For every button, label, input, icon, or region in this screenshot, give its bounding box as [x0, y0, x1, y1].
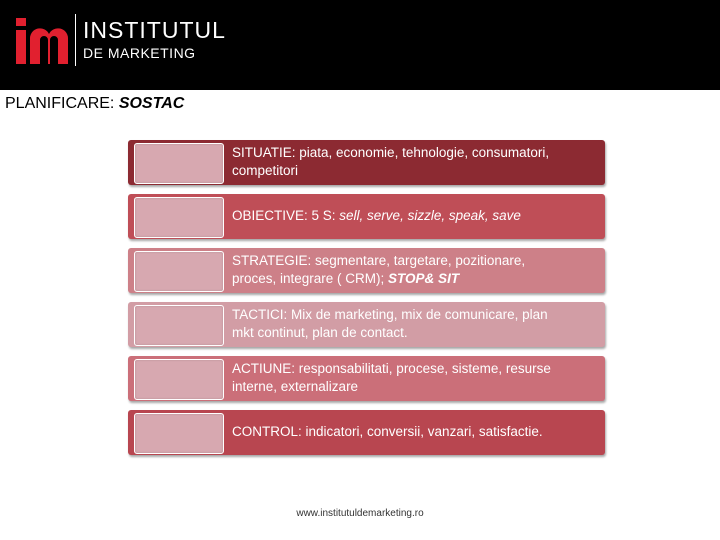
- sostac-row-actiune: [128, 356, 605, 401]
- row-text-line1: ACTIUNE: responsabilitati, procese, sisteme, resurse: [232, 361, 551, 376]
- row-marker-box: [134, 251, 224, 292]
- row-text-line2: interne, externalizare: [232, 379, 359, 394]
- row-text-line2: competitori: [232, 163, 299, 178]
- row-marker-box: [134, 359, 224, 400]
- slide-title: [5, 95, 184, 113]
- slide-title-prefix: PLANIFICARE:: [5, 95, 119, 112]
- row-text: [232, 207, 602, 225]
- sostac-row-strategie: [128, 248, 605, 293]
- row-marker-box: [134, 413, 224, 454]
- header-bar: [0, 0, 720, 90]
- sostac-row-tactici: [128, 302, 605, 347]
- row-text: [232, 252, 602, 288]
- row-text-line1: SITUATIE: piata, economie, tehnologie, consumatori,: [232, 145, 550, 160]
- row-marker-box: [134, 143, 224, 184]
- row-text-line2: mkt continut, plan de contact.: [232, 325, 408, 340]
- row-text-line1: CONTROL: indicatori, conversii, vanzari, satisfactie.: [232, 424, 543, 439]
- row-text-line1: TACTICI: Mix de marketing, mix de comunicare, plan: [232, 307, 548, 322]
- row-text-line1: STRATEGIE: segmentare, targetare, pozitionare,: [232, 253, 526, 268]
- row-text: [232, 360, 602, 396]
- row-text-italic: sell, serve, sizzle, speak, save: [339, 208, 521, 223]
- logo-text-line1: INSTITUTUL: [83, 17, 226, 43]
- row-text-line2: proces, integrare ( CRM);: [232, 271, 389, 286]
- row-text: [232, 144, 602, 180]
- row-text: [232, 306, 602, 342]
- logo-divider: [75, 14, 76, 66]
- row-text-emphasis: STOP& SIT: [388, 271, 460, 286]
- sostac-row-control: [128, 410, 605, 455]
- logo-text-line2: DE MARKETING: [83, 45, 196, 61]
- row-text: [232, 423, 602, 441]
- sostac-row-situatie: [128, 140, 605, 185]
- row-marker-box: [134, 197, 224, 238]
- sostac-row-obiective: [128, 194, 605, 239]
- im-logo-icon: [14, 16, 72, 66]
- row-text-label: OBIECTIVE: 5 S:: [232, 208, 340, 223]
- slide-title-emphasis: SOSTAC: [118, 95, 185, 112]
- row-marker-box: [134, 305, 224, 346]
- footer-url[interactable]: www.institutuldemarketing.ro: [296, 508, 424, 519]
